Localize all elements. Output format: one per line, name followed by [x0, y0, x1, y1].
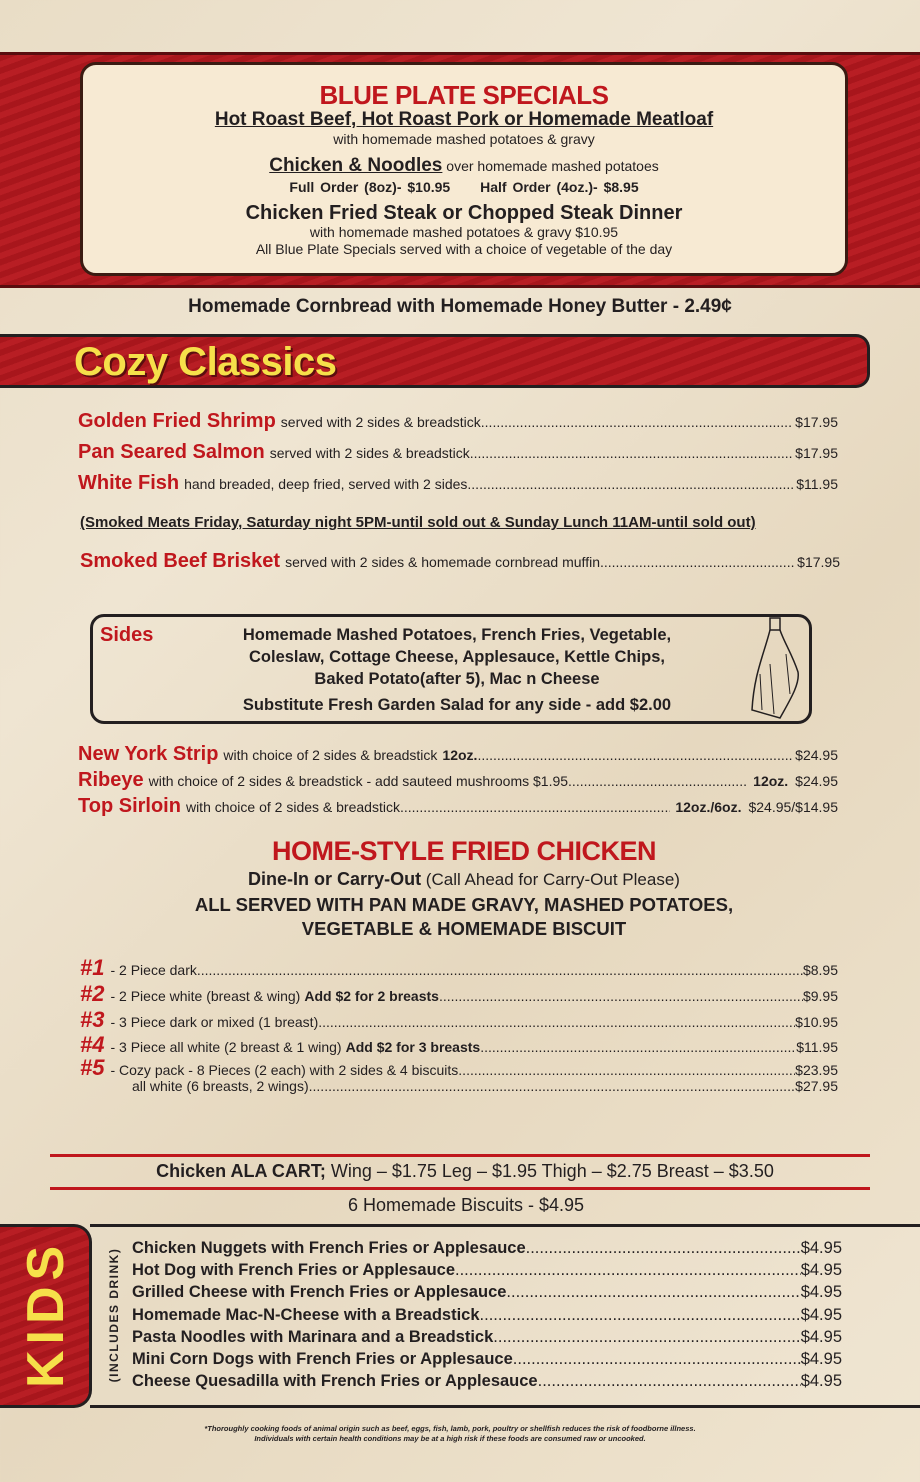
item-name: Pan Seared Salmon: [78, 441, 265, 463]
kids-item: [132, 1261, 842, 1280]
dine-in-line: [0, 869, 920, 890]
menu-item: [80, 550, 840, 573]
item-desc: with choice of 2 sides & breadstick: [223, 747, 438, 763]
menu-item: [78, 769, 838, 792]
item-name: Grilled Cheese with French Fries or Applesauce: [132, 1283, 507, 1301]
served-with-line: [0, 893, 920, 941]
item-size: 12oz./6oz.: [675, 799, 742, 815]
blue-plate-line1-sub: with homemade mashed potatoes & gravy: [333, 131, 595, 147]
item-desc: - Cozy pack - 8 Pieces (2 each) with 2 sides & 4 biscuits: [110, 1062, 459, 1078]
divider: [50, 1154, 870, 1157]
item-price: $24.95: [795, 773, 838, 789]
menu-item: [78, 441, 838, 464]
menu-item: [78, 743, 838, 766]
item-desc: - 3 Piece all white (2 breast & 1 wing): [110, 1039, 342, 1055]
kids-item: [132, 1372, 842, 1391]
chicken-item: [80, 955, 838, 981]
blue-plate-line3-sub: with homemade mashed potatoes & gravy $10.95: [309, 224, 619, 240]
item-desc: with choice of 2 sides & breadstick: [185, 799, 400, 815]
kids-item: [132, 1239, 842, 1258]
menu-item: [78, 795, 838, 818]
divider: [50, 1187, 870, 1190]
item-name: Ribeye: [78, 769, 144, 791]
item-addon: Add $2 for 3 breasts: [345, 1039, 481, 1055]
item-name: Homemade Mac-N-Cheese with a Breadstick: [132, 1306, 480, 1324]
sides-label: Sides: [100, 624, 154, 646]
blue-plate-line3: Chicken Fried Steak or Chopped Steak Dinner: [245, 202, 683, 224]
kids-item: [132, 1328, 842, 1347]
item-price: $17.95: [795, 414, 838, 430]
smoked-meats-note: (Smoked Meats Friday, Saturday night 5PM-until sold out & Sunday Lunch 11AM-until sold out): [80, 514, 756, 531]
kids-item: [132, 1350, 842, 1369]
item-name: Top Sirloin: [78, 795, 181, 817]
food-safety-disclaimer: [0, 1424, 900, 1444]
half-order-price: Half Order (4oz.)- $8.95: [480, 179, 639, 195]
item-desc: - 3 Piece dark or mixed (1 breast): [110, 1014, 319, 1030]
blue-plate-note: All Blue Plate Specials served with a choice of vegetable of the day: [255, 241, 673, 257]
item-number: #2: [80, 981, 105, 1006]
item-price: $23.95: [795, 1062, 838, 1078]
item-price: $4.95: [800, 1261, 842, 1279]
sides-list: Homemade Mashed Potatoes, French Fries, Vegetable, Coleslaw, Cottage Cheese, Applesauce, Kettle Chips, Baked Potato(after 5), Mac n Cheese: [242, 626, 672, 688]
item-name: New York Strip: [78, 743, 219, 765]
item-price: $8.95: [802, 962, 838, 978]
item-price: $4.95: [800, 1283, 842, 1301]
kids-item: [132, 1283, 842, 1302]
kids-label: KIDS: [17, 1239, 75, 1388]
item-name: Mini Corn Dogs with French Fries or Applesauce: [132, 1350, 513, 1368]
blue-plate-specials-box: [80, 62, 848, 276]
item-desc: - 2 Piece dark: [110, 962, 197, 978]
item-number: #1: [80, 955, 105, 980]
full-order-price: Full Order (8oz)- $10.95: [289, 179, 451, 195]
item-desc: served with 2 sides & homemade cornbread muffin: [285, 554, 600, 570]
chicken-item: [80, 1007, 838, 1033]
item-price: $24.95: [795, 747, 838, 763]
item-name: Golden Fried Shrimp: [78, 410, 276, 432]
chicken-item: [80, 981, 838, 1007]
ala-cart-line: [0, 1161, 920, 1182]
item-size: 12oz.: [442, 747, 478, 763]
item-name: White Fish: [78, 472, 180, 494]
item-desc: all white (6 breasts, 2 wings): [132, 1078, 309, 1094]
blue-plate-prices: [83, 177, 845, 197]
item-name: Pasta Noodles with Marinara and a Breadstick: [132, 1328, 494, 1346]
includes-drink-label: (INCLUDES DRINK): [107, 1247, 121, 1383]
item-price: $27.95: [795, 1078, 838, 1094]
item-number: #3: [80, 1007, 105, 1032]
chicken-noodles-title: Chicken & Noodles: [269, 155, 443, 176]
sides-substitute: Substitute Fresh Garden Salad for any side - add $2.00: [242, 696, 672, 714]
blue-plate-line1: Hot Roast Beef, Hot Roast Pork or Homemade Meatloaf: [214, 109, 714, 130]
towel-icon: [746, 614, 804, 724]
item-name: Chicken Nuggets with French Fries or Applesauce: [132, 1239, 526, 1257]
blue-plate-line2: [83, 155, 845, 177]
item-price: $17.95: [797, 554, 840, 570]
kids-item: [132, 1306, 842, 1325]
item-price: $11.95: [796, 476, 838, 492]
item-price: $17.95: [795, 445, 838, 461]
chicken-noodles-desc: over homemade mashed potatoes: [446, 158, 659, 174]
item-price: $24.95/$14.95: [748, 799, 838, 815]
menu-item: [78, 410, 838, 433]
item-number: #5: [80, 1055, 105, 1080]
item-price: $9.95: [802, 988, 838, 1004]
item-size: 12oz.: [753, 773, 789, 789]
ala-cart-label: Chicken ALA CART;: [156, 1161, 326, 1181]
blue-plate-title: BLUE PLATE SPECIALS: [319, 80, 609, 110]
item-price: $4.95: [800, 1372, 842, 1390]
item-price: $4.95: [800, 1306, 842, 1324]
item-desc: served with 2 sides & breadstick: [269, 445, 470, 461]
item-number: #4: [80, 1032, 105, 1057]
served-with-text: ALL SERVED WITH PAN MADE GRAVY, MASHED POTATOES, VEGETABLE & HOMEMADE BISCUIT: [194, 894, 734, 939]
item-desc: - 2 Piece white (breast & wing): [110, 988, 301, 1004]
item-price: $11.95: [796, 1039, 838, 1055]
ala-cart-prices: Wing – $1.75 Leg – $1.95 Thigh – $2.75 Breast – $3.50: [330, 1161, 774, 1181]
item-desc: hand breaded, deep fried, served with 2 sides: [184, 476, 468, 492]
item-price: $10.95: [795, 1014, 838, 1030]
item-price: $4.95: [800, 1239, 842, 1257]
dine-in-note: (Call Ahead for Carry-Out Please): [425, 870, 680, 889]
item-name: Cheese Quesadilla with French Fries or Applesauce: [132, 1372, 538, 1390]
item-desc: with choice of 2 sides & breadstick - add sauteed mushrooms $1.95: [148, 773, 569, 789]
fried-chicken-title: HOME-STYLE FRIED CHICKEN: [271, 836, 656, 866]
chicken-item-all-white: [132, 1078, 838, 1094]
biscuits-line: 6 Homemade Biscuits - $4.95: [347, 1195, 585, 1215]
item-price: $4.95: [800, 1328, 842, 1346]
item-addon: Add $2 for 2 breasts: [304, 988, 439, 1004]
item-price: $4.95: [800, 1350, 842, 1368]
item-name: Hot Dog with French Fries or Applesauce: [132, 1261, 456, 1279]
item-desc: served with 2 sides & breadstick: [280, 414, 481, 430]
dine-in-label: Dine-In or Carry-Out: [248, 869, 422, 889]
disclaimer-line-1: *Thoroughly cooking foods of animal origin such as beef, eggs, fish, lamb, pork, poultry or shellfish reduces the risk of foodborne illness.: [204, 1424, 696, 1433]
cornbread-line: Homemade Cornbread with Homemade Honey Butter - 2.49¢: [188, 296, 732, 317]
menu-item: [78, 472, 838, 495]
item-name: Smoked Beef Brisket: [80, 550, 281, 572]
disclaimer-line-2: Individuals with certain health conditions may be at a high risk if these foods are consumed raw or uncooked.: [254, 1434, 646, 1443]
cozy-classics-title: Cozy Classics: [74, 340, 337, 384]
